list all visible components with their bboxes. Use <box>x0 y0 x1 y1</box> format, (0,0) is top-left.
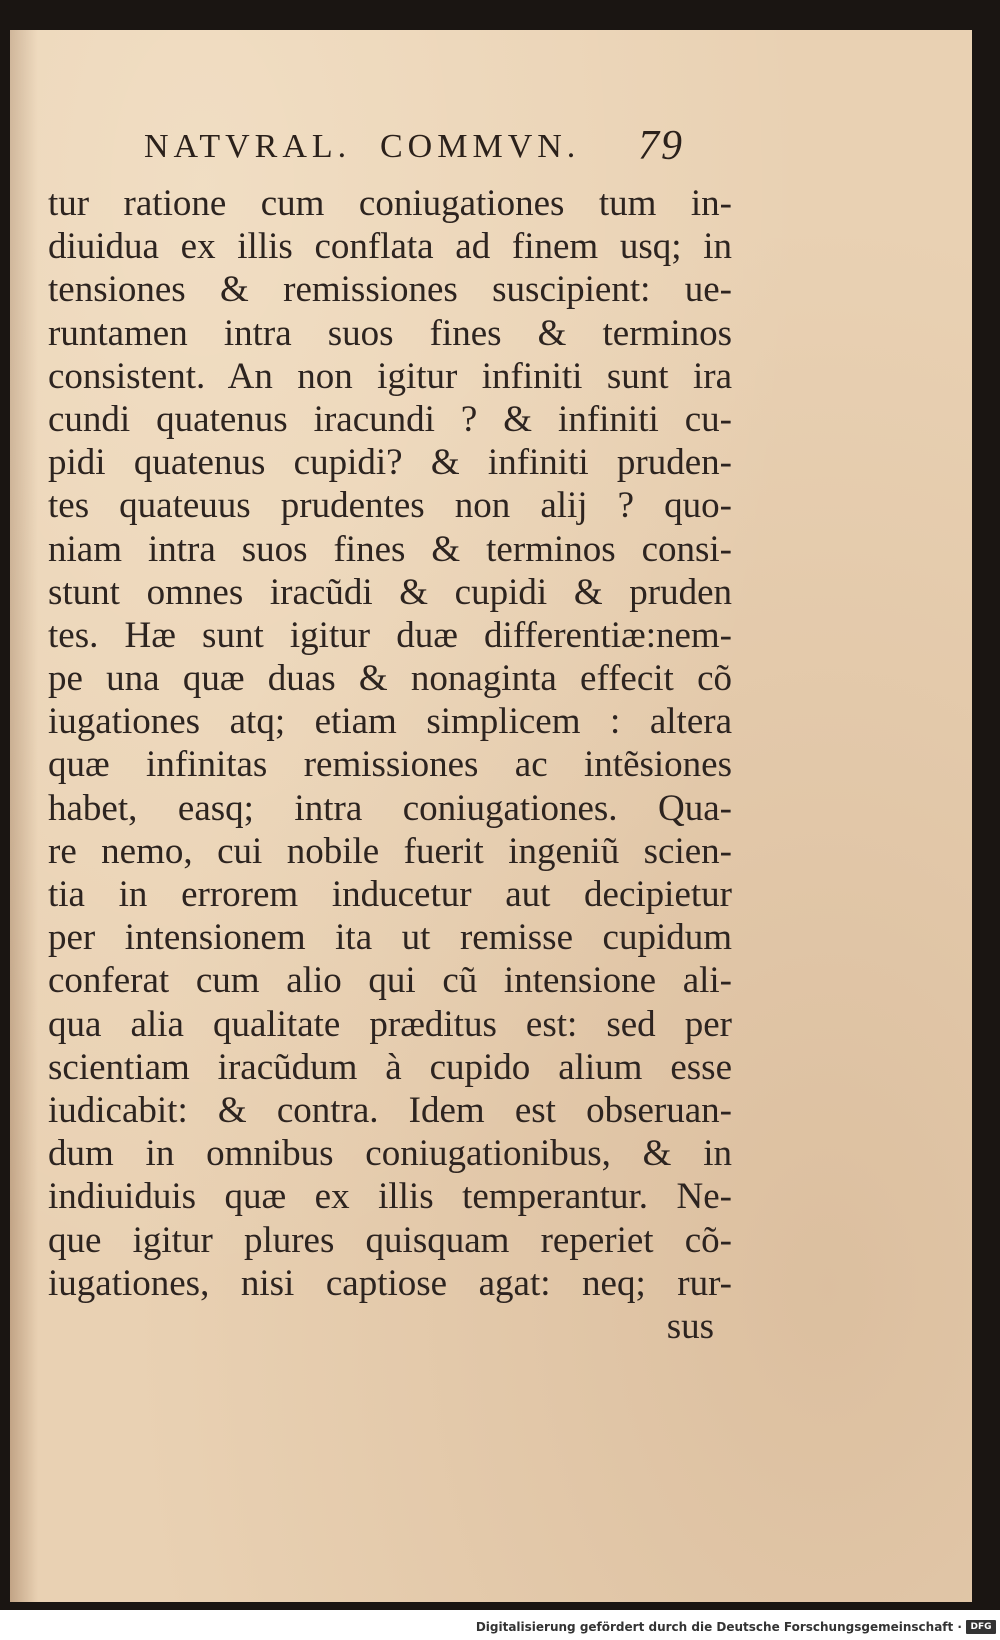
page-number: 79 <box>638 123 684 169</box>
text-line: indiuiduis quæ ex illis temperantur. Ne- <box>48 1176 732 1218</box>
text-line: consistent. An non igitur infiniti sunt ira <box>48 355 732 397</box>
text-line: stunt omnes iracũdi & cupidi & pruden <box>48 571 732 613</box>
text-line: tes. Hæ sunt igitur duæ differentiæ:nem- <box>48 614 732 656</box>
text-line: scientiam iracũdum à cupido alium esse <box>48 1046 732 1088</box>
text-line: re nemo, cui nobile fuerit ingeniũ scien- <box>48 830 732 872</box>
text-line: tia in errorem inducetur aut decipietur <box>48 874 732 915</box>
text-line: cundi quatenus iracundi ? & infiniti cu- <box>48 398 732 440</box>
text-line: que igitur plures quisquam reperiet cõ- <box>48 1219 732 1261</box>
text-line: qua alia qualitate præditus est: sed per <box>48 1003 732 1045</box>
text-line: niam intra suos fines & terminos consi- <box>48 528 732 570</box>
catchword: sus <box>666 1305 714 1347</box>
text-line: tur ratione cum coniugationes tum in- <box>48 183 732 224</box>
text-line: per intensionem ita ut remisse cupidum <box>48 917 732 959</box>
running-head-left: NATVRAL. <box>144 128 352 165</box>
book-page <box>10 30 972 1602</box>
text-line: runtamen intra suos fines & terminos <box>48 312 732 354</box>
dfg-logo-icon: DFG <box>966 1620 996 1634</box>
running-head <box>136 123 726 178</box>
text-line: quæ infinitas remissiones ac intẽsiones <box>48 744 732 786</box>
text-line: conferat cum alio qui cũ intensione ali- <box>48 960 732 1002</box>
text-line: habet, easq; intra coniugationes. Qua- <box>48 787 732 829</box>
text-line: pidi quatenus cupidi? & infiniti pruden- <box>48 442 732 484</box>
text-line: dum in omnibus coniugationibus, & in <box>48 1133 732 1175</box>
body-text <box>48 182 732 1348</box>
footer-bar <box>0 1616 1000 1640</box>
text-line: diuidua ex illis conflata ad finem usq; in <box>48 226 732 268</box>
text-line: tes quateuus prudentes non alij ? quo- <box>48 485 732 527</box>
running-head-middle: COMMVN. <box>380 128 581 165</box>
funding-notice: Digitalisierung gefördert durch die Deutsche Forschungsgemeinschaft · <box>475 1620 962 1634</box>
text-line: tensiones & remissiones suscipient: ue- <box>48 269 732 311</box>
text-line: pe una quæ duas & nonaginta effecit cõ <box>48 658 732 700</box>
text-line: iudicabit: & contra. Idem est obseruan- <box>48 1089 732 1131</box>
text-line: iugationes atq; etiam simplicem : altera <box>48 701 732 743</box>
text-line: iugationes, nisi captiose agat: neq; rur- <box>48 1262 732 1304</box>
